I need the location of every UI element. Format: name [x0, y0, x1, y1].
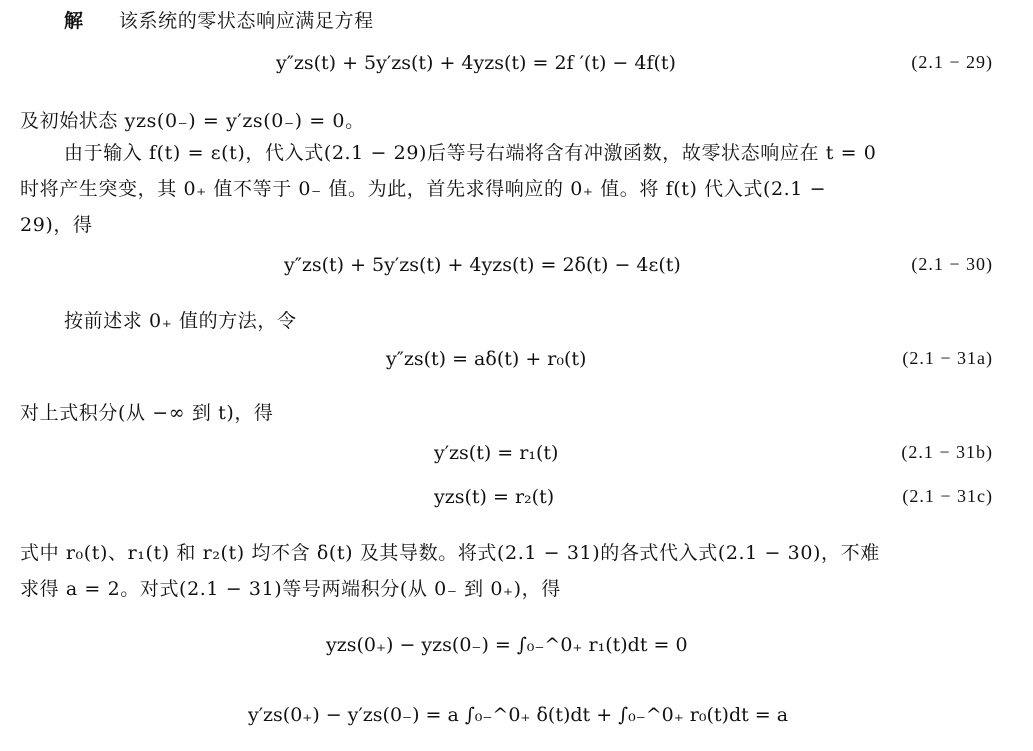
equation-number-31c: (2.1 − 31c) [902, 486, 993, 506]
equation-2-1-31c: yzs(t) = r₂(t) [434, 486, 555, 508]
equation-2-1-31b: y′zs(t) = r₁(t) [434, 442, 559, 464]
paragraph-2-line-2: 时将产生突变，其 0₊ 值不等于 0₋ 值。为此，首先求得响应的 0₊ 值。将 f(t) 代入式(2.1 − [20, 178, 827, 200]
equation-2-1-29: y″zs(t) + 5y′zs(t) + 4yzs(t) = 2f ′(t) − 4f(t) [276, 52, 676, 74]
equation-number-29: (2.1 − 29) [911, 52, 993, 72]
equation-number-31b: (2.1 − 31b) [901, 442, 993, 462]
paragraph-2-line-1: 由于输入 f(t) = ε(t)，代入式(2.1 − 29)后等号右端将含有冲激函数，故零状态响应在 t = 0 [64, 142, 877, 164]
paragraph-3: 按前述求 0₊ 值的方法，令 [64, 310, 297, 332]
solution-label: 解 [64, 10, 84, 32]
equation-number-31a: (2.1 − 31a) [902, 348, 993, 368]
paragraph-2-line-3: 29)，得 [20, 214, 93, 236]
equation-2-1-30: y″zs(t) + 5y′zs(t) + 4yzs(t) = 2δ(t) − 4ε(t) [284, 254, 681, 276]
integral-equation-2: y′zs(0₊) − y′zs(0₋) = a ∫₀₋^0₊ δ(t)dt + ∫₀₋^0₊ r₀(t)dt = a [248, 704, 789, 726]
paragraph-5-line-2: 求得 a = 2。对式(2.1 − 31)等号两端积分(从 0₋ 到 0₊)，得 [20, 578, 561, 600]
integral-equation-1: yzs(0₊) − yzs(0₋) = ∫₀₋^0₊ r₁(t)dt = 0 [326, 634, 688, 656]
equation-number-30: (2.1 − 30) [911, 254, 993, 274]
paragraph-5-line-1: 式中 r₀(t)、r₁(t) 和 r₂(t) 均不含 δ(t) 及其导数。将式(2.1 − 31)的各式代入式(2.1 − 30)，不难 [20, 542, 880, 564]
equation-2-1-31a: y″zs(t) = aδ(t) + r₀(t) [386, 348, 587, 370]
solution-header [64, 6, 374, 33]
paragraph-4: 对上式积分(从 −∞ 到 t)，得 [20, 402, 274, 424]
initial-state-text: 及初始状态 yzs(0₋) = y′zs(0₋) = 0。 [20, 110, 365, 132]
solution-intro: 该系统的零状态响应满足方程 [118, 10, 374, 32]
